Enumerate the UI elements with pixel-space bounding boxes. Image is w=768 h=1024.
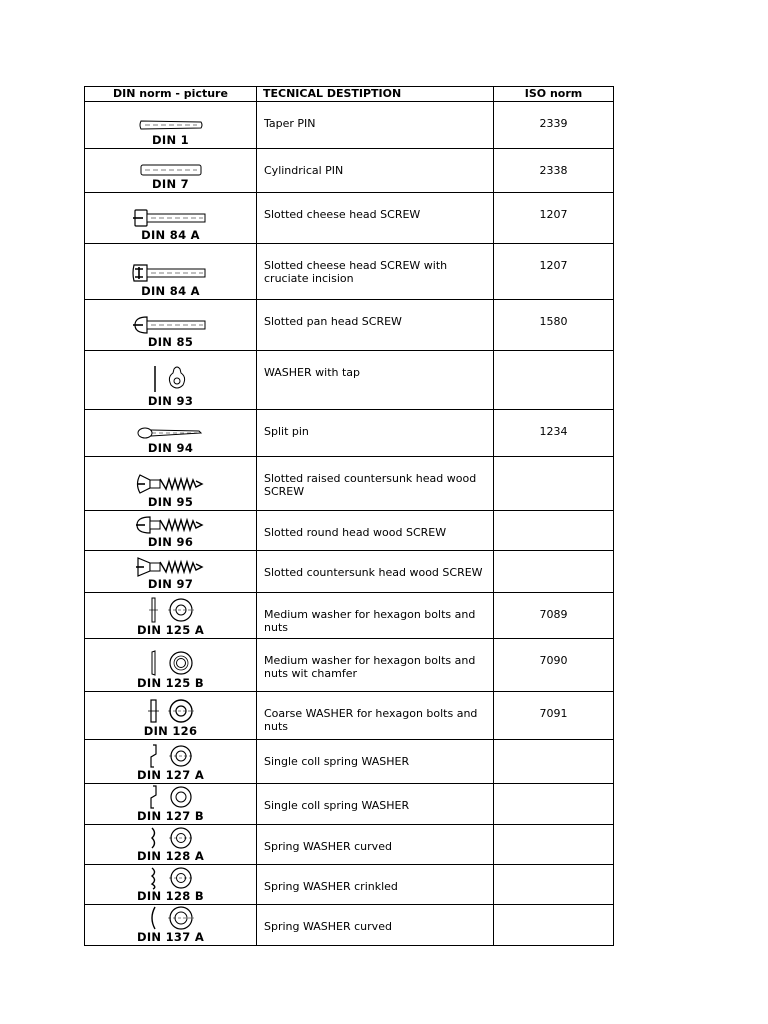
table-row — [85, 149, 614, 193]
din-code: DIN 7 — [152, 177, 189, 191]
header-technical-description: TECNICAL DESTIPTION — [257, 87, 494, 102]
description-cell: Medium washer for hexagon bolts and nuts wit chamfer — [257, 639, 494, 692]
din-code: DIN 97 — [147, 577, 194, 591]
raised-countersunk-wood-screw-icon — [132, 472, 210, 496]
table-row — [85, 457, 614, 511]
description-cell: Spring WASHER curved — [257, 825, 494, 865]
din-cell — [85, 905, 257, 946]
curved-spring-washer-137-icon — [141, 905, 201, 931]
table-row — [85, 351, 614, 410]
din-cell — [85, 692, 257, 740]
din-code: DIN 128 B — [137, 889, 204, 903]
spring-washer-b-icon — [141, 784, 201, 810]
din-code: DIN 85 — [147, 335, 194, 349]
table-row — [85, 593, 614, 639]
din-cell — [85, 410, 257, 457]
din-cell — [85, 244, 257, 300]
din-code: DIN 95 — [147, 495, 194, 509]
table-row — [85, 102, 614, 149]
din-code: DIN 127 A — [136, 768, 205, 782]
table-row — [85, 825, 614, 865]
din-cell — [85, 102, 257, 149]
din-code: DIN 125 B — [137, 676, 204, 690]
iso-cell: 2339 — [494, 102, 614, 149]
table-row — [85, 784, 614, 825]
iso-cell — [494, 551, 614, 593]
table-row — [85, 300, 614, 351]
table-row — [85, 551, 614, 593]
din-code: DIN 84 A — [141, 284, 200, 298]
iso-cell — [494, 511, 614, 551]
description-cell: Coarse WASHER for hexagon bolts and nuts — [257, 692, 494, 740]
din-code: DIN 96 — [147, 535, 194, 549]
cruciate-cheese-head-screw-icon — [129, 261, 213, 285]
description-cell: Slotted round head wood SCREW — [257, 511, 494, 551]
table-header-row — [85, 87, 614, 102]
chamfered-washer-icon — [141, 649, 201, 677]
round-head-wood-screw-icon — [132, 514, 210, 536]
din-code: DIN 94 — [147, 441, 194, 455]
din-code: DIN 127 B — [137, 809, 204, 823]
iso-cell: 1580 — [494, 300, 614, 351]
description-cell: Taper PIN — [257, 102, 494, 149]
iso-cell — [494, 825, 614, 865]
coarse-washer-icon — [141, 697, 201, 725]
description-cell: Medium washer for hexagon bolts and nuts — [257, 593, 494, 639]
tab-washer-icon — [141, 363, 201, 395]
iso-cell: 7089 — [494, 593, 614, 639]
din-cell — [85, 639, 257, 692]
description-cell: Spring WASHER curved — [257, 905, 494, 946]
din-code: DIN 125 A — [136, 623, 205, 637]
description-cell: Single coll spring WASHER — [257, 784, 494, 825]
table-row — [85, 905, 614, 946]
din-cell — [85, 193, 257, 244]
iso-cell — [494, 351, 614, 410]
iso-cell — [494, 905, 614, 946]
table-row — [85, 193, 614, 244]
din-cell — [85, 551, 257, 593]
description-cell: Slotted countersunk head wood SCREW — [257, 551, 494, 593]
din-iso-table — [84, 86, 614, 946]
description-cell: Slotted cheese head SCREW with cruciate incision — [257, 244, 494, 300]
iso-cell: 1234 — [494, 410, 614, 457]
table-row — [85, 865, 614, 905]
din-cell — [85, 300, 257, 351]
iso-cell: 1207 — [494, 244, 614, 300]
crinkled-spring-washer-icon — [141, 866, 201, 890]
taper-pin-icon — [131, 116, 211, 134]
table-row — [85, 410, 614, 457]
din-iso-table-sheet — [84, 86, 613, 946]
countersunk-wood-screw-icon — [132, 556, 210, 578]
pan-head-screw-icon — [129, 314, 213, 336]
din-cell — [85, 149, 257, 193]
din-cell — [85, 593, 257, 639]
description-cell: Slotted pan head SCREW — [257, 300, 494, 351]
iso-cell — [494, 784, 614, 825]
din-cell — [85, 784, 257, 825]
din-cell — [85, 865, 257, 905]
table-row — [85, 511, 614, 551]
split-pin-icon — [135, 424, 207, 442]
table-row — [85, 244, 614, 300]
din-code: DIN 128 A — [136, 849, 205, 863]
din-code: DIN 126 — [143, 724, 198, 738]
iso-cell — [494, 865, 614, 905]
medium-washer-icon — [141, 596, 201, 624]
iso-cell: 7090 — [494, 639, 614, 692]
table-row — [85, 740, 614, 784]
header-din-picture: DIN norm - picture — [85, 87, 257, 102]
iso-cell — [494, 740, 614, 784]
description-cell: Single coll spring WASHER — [257, 740, 494, 784]
header-iso-norm: ISO norm — [494, 87, 614, 102]
description-cell: Slotted raised countersunk head wood SCREW — [257, 457, 494, 511]
description-cell: Spring WASHER crinkled — [257, 865, 494, 905]
din-cell — [85, 511, 257, 551]
description-cell: Slotted cheese head SCREW — [257, 193, 494, 244]
iso-cell — [494, 457, 614, 511]
description-cell: WASHER with tap — [257, 351, 494, 410]
iso-cell: 1207 — [494, 193, 614, 244]
din-cell — [85, 351, 257, 410]
iso-cell: 2338 — [494, 149, 614, 193]
spring-washer-icon — [141, 743, 201, 769]
cylindrical-pin-icon — [131, 162, 211, 178]
din-code: DIN 84 A — [141, 228, 200, 242]
din-cell — [85, 457, 257, 511]
din-code: DIN 93 — [147, 394, 194, 408]
description-cell: Split pin — [257, 410, 494, 457]
din-code: DIN 137 A — [136, 930, 205, 944]
curved-spring-washer-icon — [141, 826, 201, 850]
din-cell — [85, 825, 257, 865]
iso-cell: 7091 — [494, 692, 614, 740]
din-cell — [85, 740, 257, 784]
description-cell: Cylindrical PIN — [257, 149, 494, 193]
cheese-head-screw-icon — [129, 207, 213, 229]
table-row — [85, 639, 614, 692]
table-row — [85, 692, 614, 740]
din-code: DIN 1 — [152, 133, 189, 147]
